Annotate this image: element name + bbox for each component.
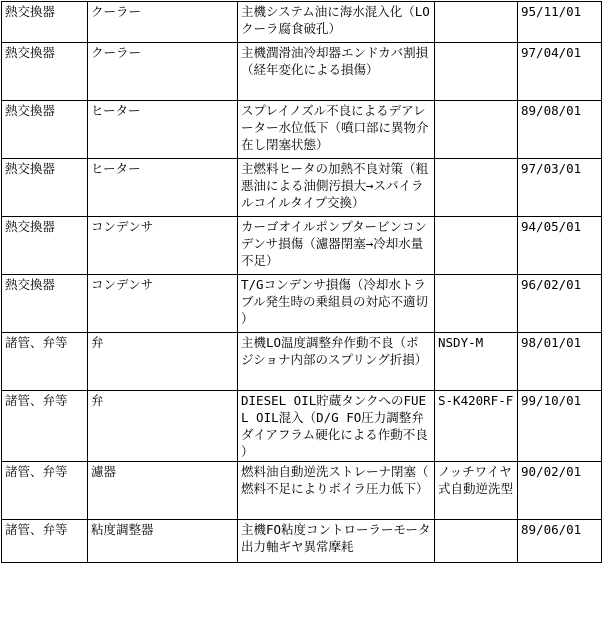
date-cell: 99/10/01: [518, 391, 602, 462]
description-cell: スプレイノズル不良によるデアレーター水位低下（噴口部に異物介在し閉塞状態）: [238, 101, 435, 159]
description-cell: 主機潤滑油冷却器エンドカバ割損（経年変化による損傷）: [238, 43, 435, 101]
category-cell: 諸管、弁等: [2, 391, 88, 462]
model-cell: [435, 520, 518, 563]
item-cell: コンデンサ: [88, 275, 238, 333]
date-cell: 94/05/01: [518, 217, 602, 275]
table-row: [2, 2, 602, 43]
description-cell: T/Gコンデンサ損傷（冷却水トラブル発生時の乗組員の対応不適切）: [238, 275, 435, 333]
table-row: [2, 101, 602, 159]
date-cell: 97/03/01: [518, 159, 602, 217]
category-cell: 諸管、弁等: [2, 520, 88, 563]
date-cell: 96/02/01: [518, 275, 602, 333]
date-cell: 90/02/01: [518, 462, 602, 520]
table-row: [2, 520, 602, 563]
item-cell: 粘度調整器: [88, 520, 238, 563]
model-cell: NSDY-M: [435, 333, 518, 391]
category-cell: 熱交換器: [2, 275, 88, 333]
description-cell: DIESEL OIL貯蔵タンクへのFUEL OIL混入（D/G FO圧力調整弁ダイアフラム硬化による作動不良）: [238, 391, 435, 462]
category-cell: 熱交換器: [2, 217, 88, 275]
item-cell: 弁: [88, 391, 238, 462]
description-cell: 燃料油自動逆洗ストレーナ閉塞（燃料不足によりボイラ圧力低下）: [238, 462, 435, 520]
model-cell: [435, 43, 518, 101]
table-row: [2, 391, 602, 462]
date-cell: 97/04/01: [518, 43, 602, 101]
model-cell: [435, 2, 518, 43]
model-cell: [435, 101, 518, 159]
date-cell: 89/06/01: [518, 520, 602, 563]
description-cell: 主燃料ヒータの加熱不良対策（粗悪油による油側汚損大→スパイラルコイルタイプ交換）: [238, 159, 435, 217]
model-cell: S-K420RF-F: [435, 391, 518, 462]
table-row: [2, 275, 602, 333]
description-cell: 主機システム油に海水混入化（LOクーラ腐食破孔）: [238, 2, 435, 43]
item-cell: コンデンサ: [88, 217, 238, 275]
table-row: [2, 159, 602, 217]
item-cell: ヒーター: [88, 101, 238, 159]
category-cell: 熱交換器: [2, 2, 88, 43]
model-cell: [435, 275, 518, 333]
category-cell: 熱交換器: [2, 101, 88, 159]
category-cell: 諸管、弁等: [2, 462, 88, 520]
item-cell: クーラー: [88, 43, 238, 101]
item-cell: ヒーター: [88, 159, 238, 217]
date-cell: 95/11/01: [518, 2, 602, 43]
date-cell: 98/01/01: [518, 333, 602, 391]
description-cell: 主機FO粘度コントローラーモータ出力軸ギヤ異常摩耗: [238, 520, 435, 563]
model-cell: [435, 159, 518, 217]
table-row: [2, 333, 602, 391]
table-row: [2, 43, 602, 101]
table-row: [2, 462, 602, 520]
table-row: [2, 217, 602, 275]
item-cell: 弁: [88, 333, 238, 391]
category-cell: 諸管、弁等: [2, 333, 88, 391]
description-cell: カーゴオイルポンプタービンコンデンサ損傷（濾器閉塞→冷却水量不足）: [238, 217, 435, 275]
model-cell: [435, 217, 518, 275]
model-cell: ノッチワイヤ式自動逆洗型: [435, 462, 518, 520]
category-cell: 熱交換器: [2, 159, 88, 217]
item-cell: 濾器: [88, 462, 238, 520]
item-cell: クーラー: [88, 2, 238, 43]
incident-table: [1, 1, 602, 563]
description-cell: 主機LO温度調整弁作動不良（ポジショナ内部のスプリング折損）: [238, 333, 435, 391]
category-cell: 熱交換器: [2, 43, 88, 101]
date-cell: 89/08/01: [518, 101, 602, 159]
